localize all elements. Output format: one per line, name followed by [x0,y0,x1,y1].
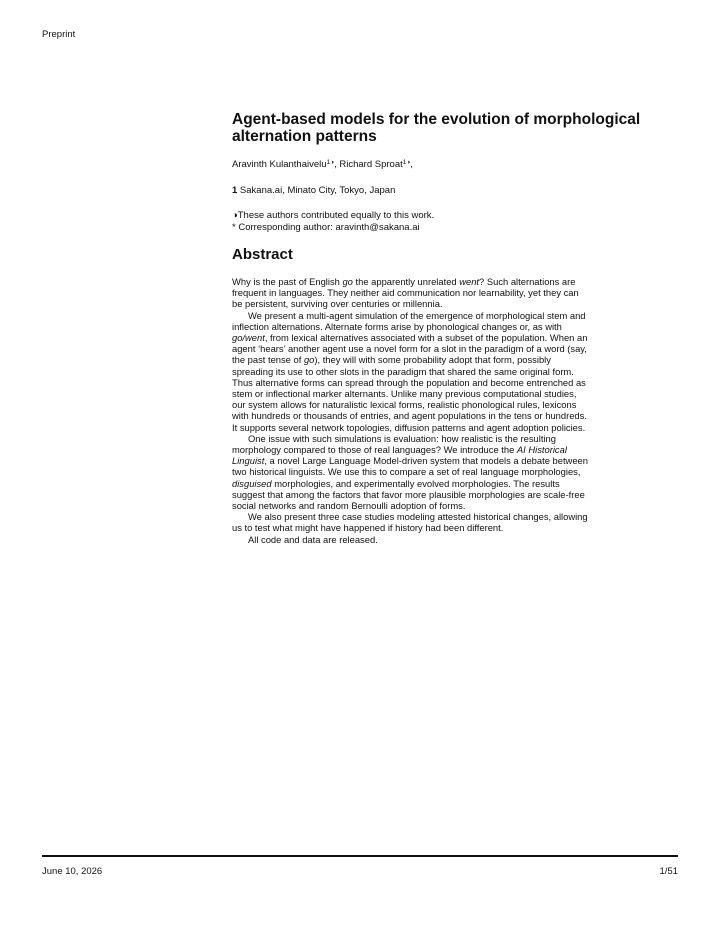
abstract-text: Why is the past of English [232,276,343,287]
abstract-line: inflection alternations. Alternate forms arise by phonological changes or, as with [232,320,562,332]
abstract-text: morphologies, and experimentally evolved morphologies. The results [271,477,560,489]
author-2-affiliation-mark: 1◑ [402,159,411,166]
corresponding-author-note: * Corresponding author: aravinth@sakana.ai [232,221,420,233]
abstract-line: frequent in languages. They neither aid communication nor learnability, yet they can [232,287,579,299]
abstract-line: social networks and random Bernoulli adoption of forms. [232,500,466,512]
author-list-tail: , [410,159,413,170]
abstract-heading: Abstract [232,246,293,263]
affiliation-text: Sakana.ai, Minato City, Tokyo, Japan [237,184,396,196]
footer-divider [42,855,678,857]
abstract-text: the past tense of [232,354,304,366]
footer-date: June 10, 2026 [42,866,103,877]
abstract-text: ), they will with some probability adopt that form, possibly [314,354,551,366]
abstract-text: , from lexical alternatives associated with a subset of the population. When an [264,332,588,344]
author-notes [232,210,680,233]
abstract-line: We present a multi-agent simulation of the emergence of morphological stem and [248,309,586,321]
abstract-line [232,276,680,287]
abstract-line: Thus alternative forms can spread through the population and become entrenched as [232,376,586,388]
abstract-line: our system allows for naturalistic lexical forms, realistic phonological rules, lexicons [232,399,577,411]
abstract-text: the apparently unrelated [352,276,460,287]
abstract-text: morphology compared to those of real languages? We introduce the [232,444,517,456]
abstract-line: stem or inflectional marker alternants. Unlike many previous computational studies, [232,388,577,400]
paper-title [232,111,680,145]
abstract-line [232,444,680,455]
abstract-line: It supports several network topologies, diffusion patterns and agent adoption policies. [232,421,586,433]
abstract-line: suggest that among the factors that favor more plausible morphologies are scale-free [232,488,585,500]
running-head: Preprint [42,29,76,40]
abstract-line: One issue with such simulations is evaluation: how realistic is the resulting [248,432,556,444]
abstract-text: ? Such alternations are [479,276,576,287]
author-1: Aravinth Kulanthaivelu [232,159,327,170]
abstract-line: All code and data are released. [248,533,378,545]
abstract-line: be persistent, surviving over centuries or millennia. [232,298,443,310]
affiliation [232,185,680,197]
abstract-emphasis: went [459,276,480,287]
abstract-line [232,455,680,466]
abstract-emphasis: go [342,276,353,287]
author-1-affiliation-mark: 1◑ [326,159,335,166]
abstract-line: two historical linguists. We use this to compare a set of real language morphologies, [232,466,581,478]
abstract-emphasis: Linguist [232,455,265,467]
abstract-line [232,354,680,365]
abstract-emphasis: disguised [232,477,272,489]
abstract-line: us to test what might have happened if history had been different. [232,522,504,534]
author-list [232,159,680,171]
abstract-emphasis: go [303,354,315,366]
author-2: , Richard Sproat [334,159,403,170]
abstract-line [232,478,680,489]
abstract-text: , a novel Large Language Model-driven system that models a debate between [264,455,588,467]
abstract-line: agent ‘hears’ another agent use a novel form for a slot in the paradigm of a word (say, [232,343,587,355]
paper-front-matter [232,111,680,545]
abstract-line: We also present three case studies modeling attested historical changes, allowing [248,511,588,523]
affiliation-number: 1 [232,184,238,196]
abstract-line: with hundreds or thousands of entries, and agent populations in the tens or hundreds. [232,410,587,422]
title-line-1: Agent-based models for the evolution of morphological [232,111,641,128]
title-line-2: alternation patterns [232,128,377,145]
equal-contribution-note: ◑These authors contributed equally to this work. [232,210,435,221]
abstract-line [232,332,680,343]
abstract-emphasis: AI Historical [516,444,567,456]
abstract-line: spreading its use to other slots in the paradigm that shared the same original form. [232,365,574,377]
page-number: 1/51 [659,866,678,877]
abstract-emphasis: go/went [232,332,265,344]
abstract-body [232,276,680,545]
